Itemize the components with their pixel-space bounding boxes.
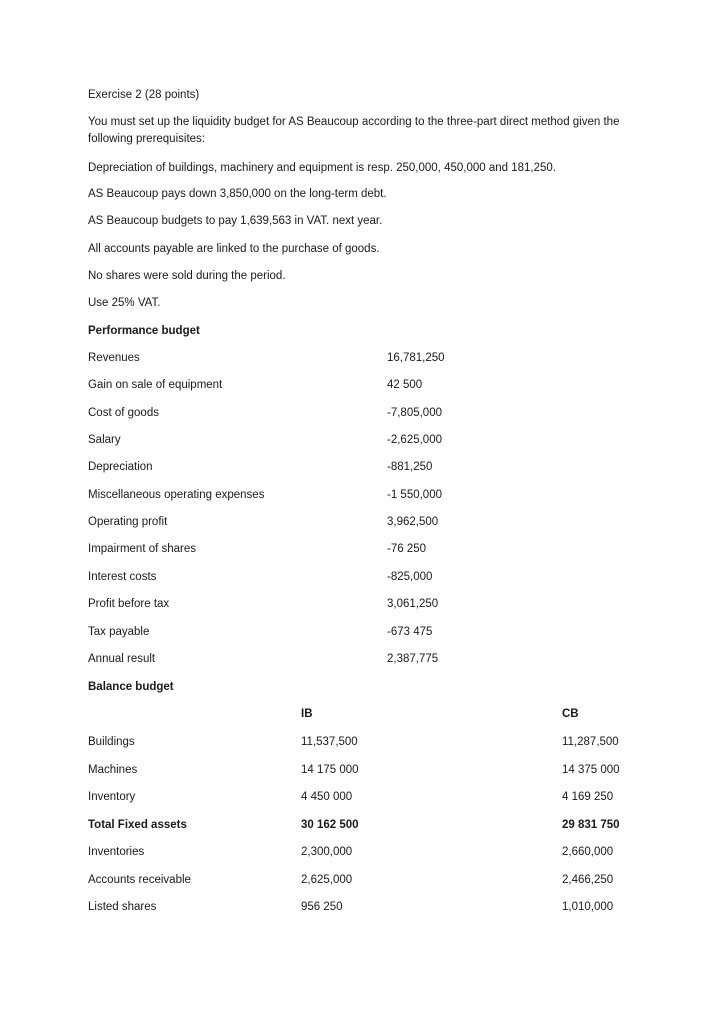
performance-row-label: Cost of goods xyxy=(88,406,159,419)
performance-row-value: 42 500 xyxy=(387,379,423,392)
performance-row-label: Interest costs xyxy=(88,570,157,583)
balance-row-ib: 2,300,000 xyxy=(301,846,353,858)
performance-row-label: Tax payable xyxy=(88,625,150,638)
prereq-vat-rate: Use 25% VAT. xyxy=(88,297,161,309)
balance-row-ib: 14 175 000 xyxy=(301,763,359,776)
prereq-debt: AS Beaucoup pays down 3,850,000 on the long-term debt. xyxy=(88,188,387,200)
balance-row-cb: 14 375 000 xyxy=(562,763,620,776)
balance-row-cb: 4 169 250 xyxy=(562,791,614,803)
balance-row-label: Inventory xyxy=(88,791,136,803)
performance-row-label: Impairment of shares xyxy=(88,543,197,556)
performance-row-label: Operating profit xyxy=(88,516,168,529)
prereq-accounts-payable: All accounts payable are linked to the purchase of goods. xyxy=(88,243,380,255)
performance-row-value: 3,061,250 xyxy=(387,598,439,611)
performance-row-value: -673 475 xyxy=(387,625,433,638)
performance-row-label: Depreciation xyxy=(88,461,153,474)
balance-row-ib: 2,625,000 xyxy=(301,873,353,886)
prereq-vat-payment: AS Beaucoup budgets to pay 1,639,563 in VAT. next year. xyxy=(88,215,383,227)
performance-row-value: -1 550,000 xyxy=(387,488,442,501)
performance-row-label: Miscellaneous operating expenses xyxy=(88,488,265,501)
balance-row-ib: 30 162 500 xyxy=(301,818,359,831)
performance-row-label: Revenues xyxy=(88,352,140,364)
performance-row-value: 3,962,500 xyxy=(387,516,439,529)
performance-budget-heading: Performance budget xyxy=(88,325,200,337)
prereq-shares: No shares were sold during the period. xyxy=(88,270,286,282)
performance-row-value: -7,805,000 xyxy=(387,406,442,419)
balance-row-cb: 11,287,500 xyxy=(562,736,619,748)
balance-row-label: Machines xyxy=(88,763,138,776)
balance-row-ib: 4 450 000 xyxy=(301,791,353,803)
balance-row-cb: 1,010,000 xyxy=(562,901,614,913)
balance-row-label: Buildings xyxy=(88,736,135,748)
performance-row-value: -881,250 xyxy=(387,461,433,474)
balance-col-ib: IB xyxy=(301,708,313,720)
balance-row-cb: 2,660,000 xyxy=(562,846,614,858)
balance-row-label: Accounts receivable xyxy=(88,873,191,886)
balance-row-cb: 29 831 750 xyxy=(562,818,620,831)
balance-row-ib: 11,537,500 xyxy=(301,736,358,748)
prereq-depreciation: Depreciation of buildings, machinery and equipment is resp. 250,000, 450,000 and 181,250. xyxy=(88,162,556,174)
balance-row-label: Inventories xyxy=(88,846,145,858)
performance-row-value: -76 250 xyxy=(387,543,427,556)
balance-row-ib: 956 250 xyxy=(301,901,343,913)
performance-row-label: Profit before tax xyxy=(88,598,170,611)
balance-row-cb: 2,466,250 xyxy=(562,873,614,886)
performance-row-value: -825,000 xyxy=(387,570,433,583)
performance-row-label: Salary xyxy=(88,434,121,447)
balance-col-cb: CB xyxy=(562,708,579,720)
performance-row-value: 16,781,250 xyxy=(387,352,445,364)
intro-paragraph: You must set up the liquidity budget for AS Beaucoup according to the three-part direct method given the following prerequisites: xyxy=(88,116,620,145)
balance-budget-heading: Balance budget xyxy=(88,681,174,693)
performance-row-label: Annual result xyxy=(88,652,156,665)
performance-row-value: 2,387,775 xyxy=(387,652,439,665)
balance-row-label: Total Fixed assets xyxy=(88,818,187,831)
performance-row-label: Gain on sale of equipment xyxy=(88,379,223,392)
performance-row-value: -2,625,000 xyxy=(387,434,442,447)
balance-row-label: Listed shares xyxy=(88,901,157,913)
exercise-title: Exercise 2 (28 points) xyxy=(88,89,200,101)
